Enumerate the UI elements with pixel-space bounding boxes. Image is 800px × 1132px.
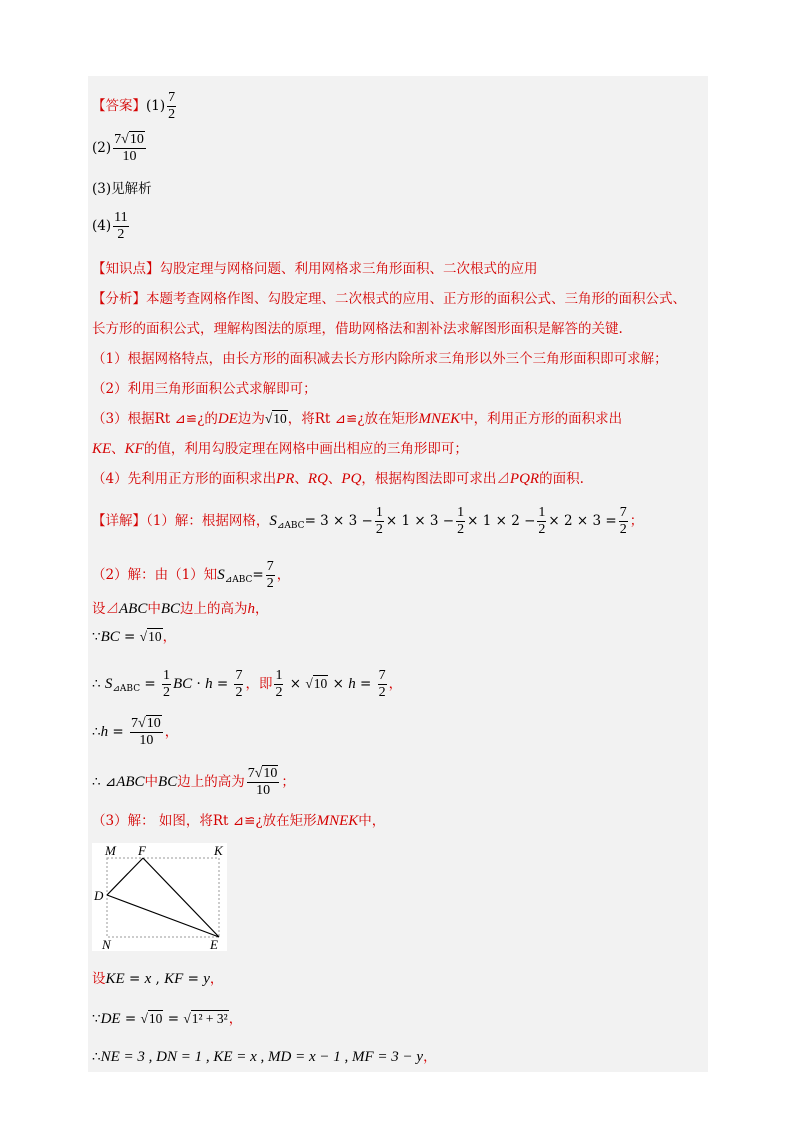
answer-line-1: 【答案】(1) $\frac{7}{2}$ xyxy=(92,90,176,122)
detail-line-3: 设⊿ABC中BC边上的高为h， xyxy=(92,601,269,617)
detail-tag: 【详解】 xyxy=(92,513,146,529)
analysis-step-3: （3）根据Rt ⊿≌¿的DE边为√10，将Rt ⊿≌¿放在矩形MNEK中，利用正方形的面积求出 xyxy=(92,411,623,427)
detail-line-7: ∴ ⊿ABC中BC边上的高为 $\frac{7√10}{10}$ ； xyxy=(92,766,295,798)
segment-df xyxy=(107,858,143,895)
fraction: $\frac{7√10}{10}$ xyxy=(114,132,144,164)
label-d: D xyxy=(94,888,104,903)
fraction: $\frac{7}{2}$ xyxy=(168,90,176,122)
answer-line-2: (2) $\frac{7√10}{10}$ xyxy=(92,132,144,164)
label-f: F xyxy=(138,843,146,858)
detail-line-11: ∴NE = 3 , DN = 1 , KE = x , MD = x − 1 , MF = 3 − y， xyxy=(92,1049,437,1065)
segment-de xyxy=(107,895,219,937)
analysis-line-1: 【分析】本题考查网格作图、勾股定理、二次根式的应用、正方形的面积公式、三角形的面积公式、 xyxy=(92,291,686,307)
rectangle-figure xyxy=(92,843,227,951)
detail-line-2: （2）解：由（1）知$S_{⊿ABC}=$ $\frac{7}{2}$ ， xyxy=(92,559,291,591)
detail-line-1: 【详解】（1）解：根据网格，$S_{⊿ABC}= 3 \times 3$ − $\frac{1}{2}$ × 1 × 3 − $\frac{1}{2}$ × 1 × 2 − $\frac{1}{2}$ × 2 × 3 = $\frac{7}{2}$ ； xyxy=(92,505,644,537)
segment-fe xyxy=(143,858,219,937)
figure-svg xyxy=(92,843,227,951)
detail-line-9: 设KE = x , KF = y， xyxy=(92,971,224,987)
detail-line-8: （3）解： 如图，将Rt ⊿≌¿放在矩形MNEK中， xyxy=(92,813,386,829)
detail-line-6: ∴h = $\frac{7√10}{10}$ ， xyxy=(92,716,179,748)
detail-line-4: ∵BC = √10， xyxy=(92,629,177,645)
answer-tag: 【答案】 xyxy=(92,98,146,114)
detail-line-10: ∵DE = √10 = √1² + 3²， xyxy=(92,1011,243,1027)
analysis-step-2: （2）利用三角形面积公式求解即可； xyxy=(92,381,317,397)
analysis-step-1: （1）根据网格特点，由长方形的面积减去长方形内除所求三角形以外三个三角形面积即可求解； xyxy=(92,351,668,367)
label-n: N xyxy=(102,937,111,951)
analysis-line-2: 长方形的面积公式，理解构图法的原理，借助网格法和割补法求解图形面积是解答的关键. xyxy=(92,321,623,337)
fraction: $\frac{11}{2}$ xyxy=(114,210,128,242)
detail-line-5: ∴ $S_{⊿ABC}$ = $\frac{1}{2}$ BC · h = $\frac{7}{2}$ ，即 $\frac{1}{2}$ × √10 × h = $\frac{7}{2}$ ， xyxy=(92,668,403,700)
answer-line-4: (4) $\frac{11}{2}$ xyxy=(92,210,128,242)
knowledge-line: 【知识点】勾股定理与网格问题、利用网格求三角形面积、二次根式的应用 xyxy=(92,261,538,277)
label-e: E xyxy=(210,937,218,951)
analysis-step-3-cont: KE、KF的值，利用勾股定理在网格中画出相应的三角形即可； xyxy=(92,441,468,457)
label-k: K xyxy=(214,843,223,858)
analysis-step-4: （4）先利用正方形的面积求出PR、RQ、PQ，根据构图法即可求出⊿PQR的面积. xyxy=(92,471,584,487)
answer-line-3: (3)见解析 xyxy=(92,181,152,197)
rectangle-mnek xyxy=(107,858,219,937)
label-m: M xyxy=(105,843,116,858)
